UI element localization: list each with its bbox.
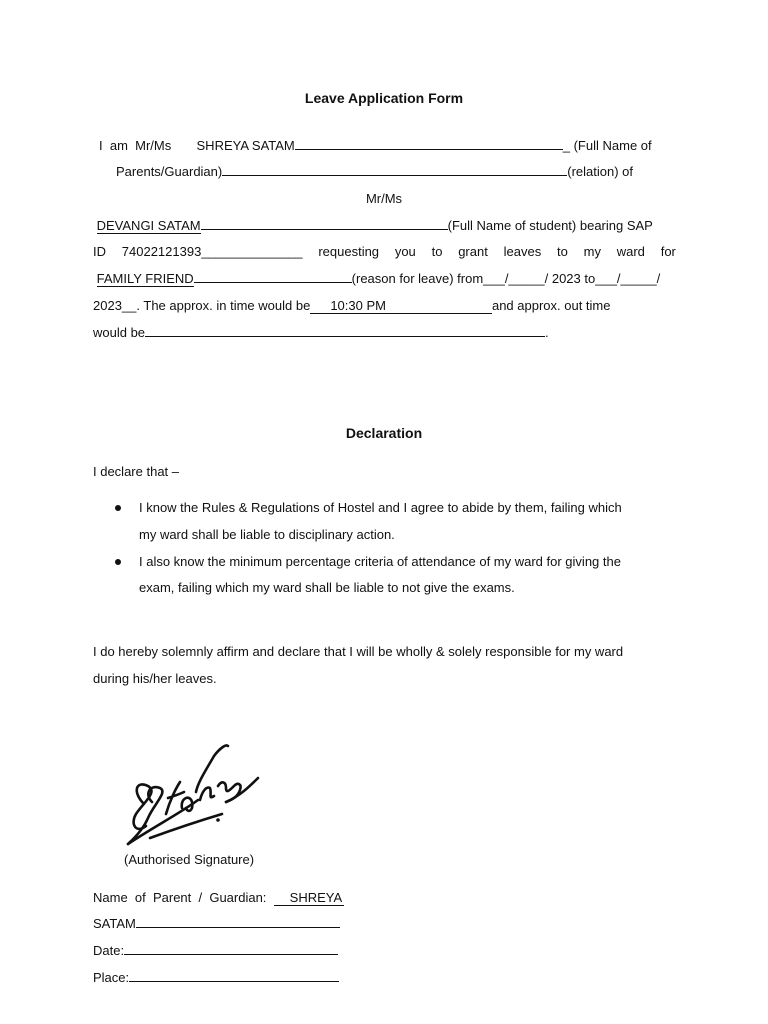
word: to [431,244,443,259]
sap-id-blank: ______________ [201,244,303,259]
form-line-6 [93,269,676,289]
label-date: Date: [93,943,125,958]
word: ward [616,244,645,259]
reason-value: FAMILY FRIEND [96,271,194,286]
guardian-name-blank [136,915,340,928]
word: you [394,244,416,259]
guardian-name-value-1: SHREYA [274,891,345,906]
word: my [583,244,601,259]
bullet-2-line-1: I also know the minimum percentage criteria of attendance of my ward for giving the [139,554,621,569]
word: grant [458,244,488,259]
form-line-4 [93,216,676,236]
signature-caption: (Authorised Signature) [124,852,255,867]
date-blank [124,942,338,955]
year-blank: 2023__ [93,298,137,313]
bullet-2-line-2: exam, failing which my ward shall be liable to not give the exams. [139,580,515,595]
label-full-name-student: (Full Name of student) bearing SAP [447,218,653,233]
guardian-name-value-2: SATAM [93,916,136,931]
label-out-time: and approx. out time [491,298,611,313]
sap-id-value: 74022121393 [121,244,202,259]
period: . [545,325,549,340]
declaration-title: Declaration [345,425,423,441]
form-line-5 [93,242,676,262]
footer-name-line-2 [93,914,353,934]
form-line-7 [93,296,676,316]
reason-blank [194,270,352,283]
label-in-time: . The approx. in time would be [136,298,311,313]
word: for [660,244,676,259]
declaration-intro: I declare that – [93,464,179,479]
student-name-value: DEVANGI SATAM [96,218,201,233]
parent-name-blank [295,137,563,150]
label-place: Place: [93,970,130,985]
label-i-am: I am Mr/Ms [99,138,172,153]
out-time-blank [145,324,545,337]
form-line-1 [99,136,679,156]
label-mr-ms: Mr/Ms [365,191,403,206]
label-full-name-of: _ (Full Name of [562,138,652,153]
affirm-line-1: I do hereby solemnly affirm and declare that I will be wholly & solely responsible for my ward [93,644,624,659]
date-from-blank: ___/_____/ 2023 to [483,271,596,286]
bullet-1-line-1: I know the Rules & Regulations of Hostel and I agree to abide by them, failing which [139,500,622,515]
place-blank [129,969,339,982]
bullet-1-line-2: my ward shall be liable to disciplinary action. [139,527,395,542]
in-time-value: 10:30 PM [310,299,492,314]
word: requesting [318,244,380,259]
label-relation-of: (relation) of [567,164,633,179]
label-id: ID [93,244,106,259]
date-to-blank: ___/_____/ [595,271,661,286]
parent-name-value: SHREYA SATAM [196,138,295,153]
word: leaves [503,244,542,259]
form-line-8 [93,323,676,343]
word: to [556,244,568,259]
footer-name-line [93,888,353,908]
student-name-blank [201,217,448,230]
form-title: Leave Application Form [304,90,464,106]
footer-date-line [93,941,353,961]
label-would-be: would be [93,325,146,340]
bullet-icon [115,505,121,511]
footer-place-line [93,968,353,988]
affirm-line-2: during his/her leaves. [93,671,217,686]
bullet-icon [115,559,121,565]
label-parents-guardian: Parents/Guardian) [116,164,223,179]
label-reason-from: (reason for leave) from [351,271,484,286]
form-line-2 [116,162,676,182]
relation-blank [222,163,567,176]
handwritten-signature [122,742,262,852]
label-name-parent: Name of Parent / Guardian: [93,890,267,905]
